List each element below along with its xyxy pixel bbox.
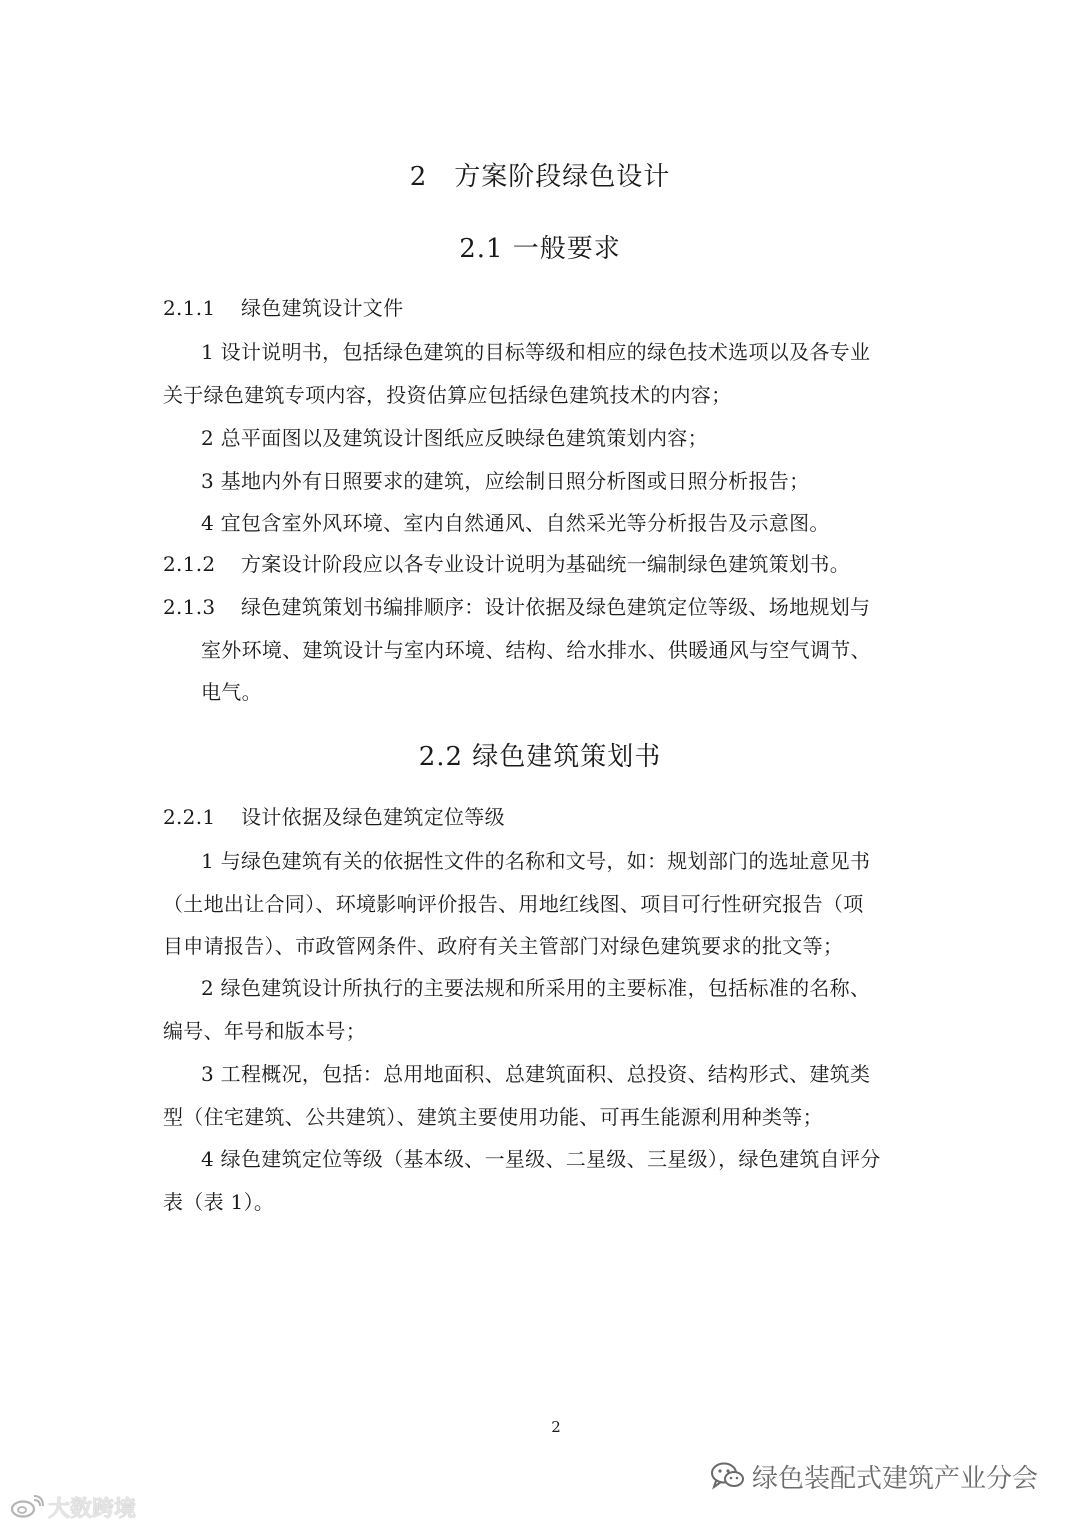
clause-paragraph bbox=[163, 593, 870, 621]
paragraph-line: 电气。 bbox=[201, 680, 262, 704]
paragraph-line: 4 宜包含室外风环境、室内自然通风、自然采光等分析报告及示意图。 bbox=[201, 511, 830, 535]
paragraph-line: 3 基地内外有日照要求的建筑，应绘制日照分析图或日照分析报告； bbox=[201, 469, 810, 493]
paragraph-line: 4 绿色建筑定位等级（基本级、一星级、二星级、三星级），绿色建筑自评分 bbox=[201, 1147, 881, 1171]
clause-text: 绿色建筑策划书编排顺序：设计依据及绿色建筑定位等级、场地规划与 bbox=[241, 595, 871, 619]
clause-text: 方案设计阶段应以各专业设计说明为基础统一编制绿色建筑策划书。 bbox=[241, 552, 850, 576]
paragraph-line: 1 设计说明书，包括绿色建筑的目标等级和相应的绿色技术选项以及各专业 bbox=[201, 340, 871, 364]
wechat-icon bbox=[710, 1461, 746, 1491]
page-number: 2 bbox=[551, 1418, 561, 1436]
paragraph-line: 室外环境、建筑设计与室内环境、结构、给水排水、供暖通风与空气调节、 bbox=[201, 638, 871, 662]
paragraph-line: 3 工程概况，包括：总用地面积、总建筑面积、总投资、结构形式、建筑类 bbox=[201, 1062, 871, 1086]
paragraph-line: 编号、年号和版本号； bbox=[163, 1019, 366, 1043]
section-title: 2.2 绿色建筑策划书 bbox=[418, 742, 662, 772]
clause-heading bbox=[163, 294, 403, 322]
clause-paragraph bbox=[163, 550, 850, 578]
clause-number: 2.1.3 bbox=[163, 595, 216, 619]
clause-number: 2.1.2 bbox=[163, 552, 216, 576]
wechat-watermark bbox=[710, 1458, 1038, 1494]
clause-heading bbox=[163, 803, 505, 831]
paragraph-line: （土地出让合同）、环境影响评价报告、用地红线图、项目可行性研究报告（项 bbox=[163, 892, 864, 916]
paragraph-line: 表（表 1）。 bbox=[163, 1190, 275, 1214]
weibo-watermark bbox=[10, 1494, 136, 1520]
weibo-icon bbox=[10, 1495, 44, 1519]
paragraph-line: 2 总平面图以及建筑设计图纸应反映绿色建筑策划内容； bbox=[201, 426, 708, 450]
clause-title: 绿色建筑设计文件 bbox=[241, 296, 404, 320]
paragraph-line: 2 绿色建筑设计所执行的主要法规和所采用的主要标准，包括标准的名称、 bbox=[201, 976, 871, 1000]
clause-number: 2.1.1 bbox=[163, 296, 216, 320]
clause-title: 设计依据及绿色建筑定位等级 bbox=[241, 805, 505, 829]
paragraph-line: 型（住宅建筑、公共建筑）、建筑主要使用功能、可再生能源利用种类等； bbox=[163, 1105, 823, 1129]
section-title: 2.1 一般要求 bbox=[459, 234, 621, 264]
paragraph-line: 关于绿色建筑专项内容，投资估算应包括绿色建筑技术的内容； bbox=[163, 383, 732, 407]
wechat-watermark-text: 绿色装配式建筑产业分会 bbox=[752, 1463, 1039, 1494]
clause-number: 2.2.1 bbox=[163, 805, 216, 829]
paragraph-line: 目申请报告）、市政管网条件、政府有关主管部门对绿色建筑要求的批文等； bbox=[163, 934, 844, 958]
chapter-title: 2 方案阶段绿色设计 bbox=[409, 162, 671, 192]
paragraph-line: 1 与绿色建筑有关的依据性文件的名称和文号，如：规划部门的选址意见书 bbox=[201, 849, 871, 873]
weibo-watermark-text: 大数跨境 bbox=[48, 1496, 137, 1522]
